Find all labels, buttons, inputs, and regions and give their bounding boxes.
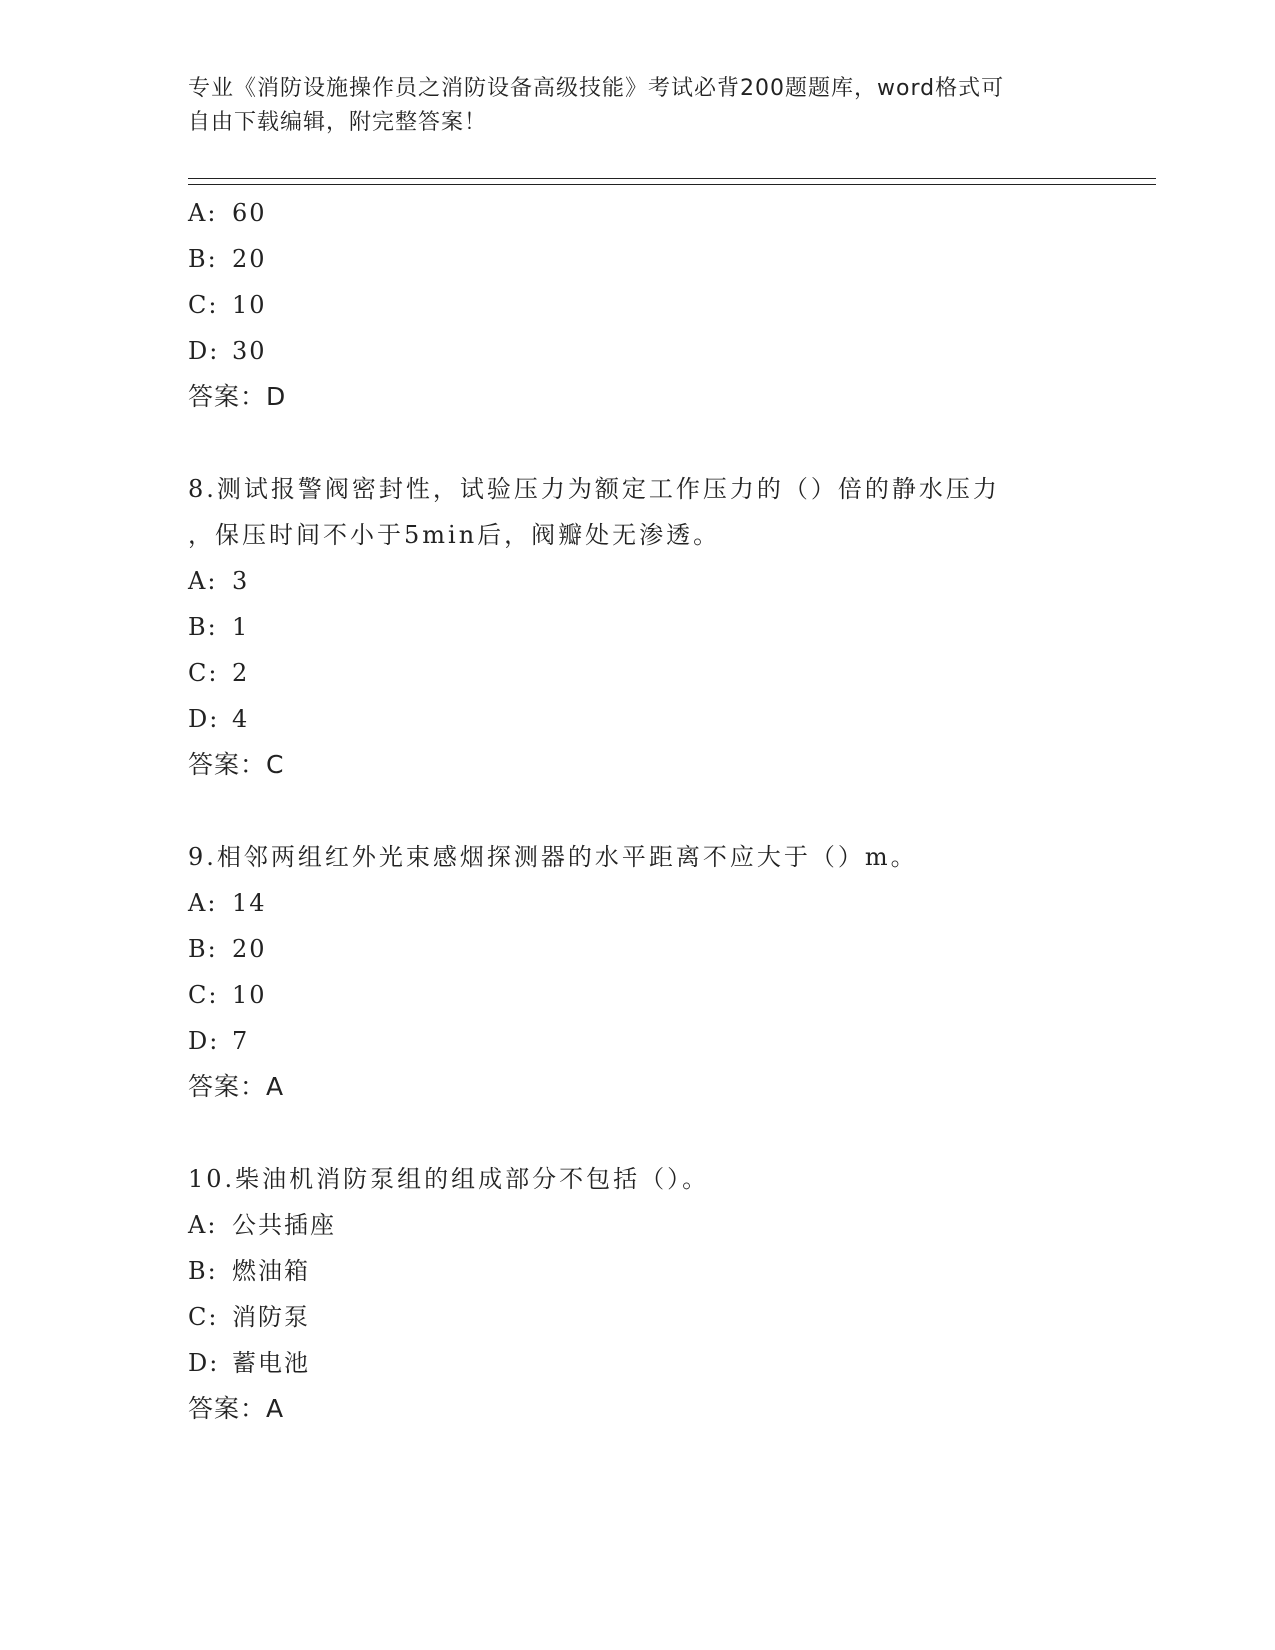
header-divider: [188, 178, 1156, 185]
option-text: 4: [232, 705, 250, 733]
spacer: [188, 420, 1088, 466]
option-letter: C:: [188, 981, 219, 1009]
option-letter: D:: [188, 1027, 220, 1055]
option-text: 3: [232, 567, 250, 595]
option-text: 10: [232, 981, 267, 1009]
answer-line: 答案：A: [188, 1394, 285, 1423]
question-block-10: [188, 1156, 1088, 1432]
option-letter: B:: [188, 613, 218, 641]
option-b: [188, 926, 1088, 972]
option-letter: C:: [188, 659, 219, 687]
option-c: [188, 650, 1088, 696]
option-c: [188, 1294, 1088, 1340]
option-b: [188, 604, 1088, 650]
option-letter: B:: [188, 935, 218, 963]
option-b: [188, 236, 1088, 282]
question-line-1: 10.柴油机消防泵组的组成部分不包括（）。: [188, 1165, 710, 1193]
spacer: [188, 788, 1088, 834]
answer-line: 答案：C: [188, 750, 285, 779]
option-text: 公共插座: [232, 1211, 336, 1239]
header-line-1: 专业《消防设施操作员之消防设备高级技能》考试必背200题题库，word格式可: [188, 76, 1005, 101]
option-a: [188, 558, 1088, 604]
option-d: [188, 696, 1088, 742]
question-line-1: 8.测试报警阀密封性，试验压力为额定工作压力的（）倍的静水压力: [188, 475, 1000, 503]
option-text: 7: [232, 1027, 250, 1055]
option-letter: C:: [188, 1303, 219, 1331]
option-text: 20: [232, 935, 267, 963]
option-text: 消防泵: [232, 1303, 310, 1331]
option-text: 14: [232, 889, 267, 917]
question-text: [188, 1156, 1068, 1202]
question-block-9: [188, 834, 1088, 1110]
answer-line: 答案：D: [188, 382, 287, 411]
header-line-2: 自由下载编辑，附完整答案！: [188, 110, 488, 135]
question-line-1: 9.相邻两组红外光束感烟探测器的水平距离不应大于（）m。: [188, 843, 918, 871]
option-b: [188, 1248, 1088, 1294]
option-text: 30: [232, 337, 267, 365]
question-line-2: ，保压时间不小于5min后，阀瓣处无渗透。: [188, 521, 721, 549]
option-text: 1: [232, 613, 250, 641]
option-c: [188, 972, 1088, 1018]
option-letter: D:: [188, 1349, 220, 1377]
option-d: [188, 1340, 1088, 1386]
option-a: [188, 880, 1088, 926]
option-letter: A:: [188, 199, 218, 227]
question-text: [188, 466, 1068, 558]
option-text: 蓄电池: [232, 1349, 310, 1377]
answer-line: 答案：A: [188, 1072, 285, 1101]
option-a: [188, 1202, 1088, 1248]
spacer: [188, 1110, 1088, 1156]
option-letter: B:: [188, 245, 218, 273]
question-list: [188, 190, 1088, 1432]
option-text: 2: [232, 659, 250, 687]
option-text: 燃油箱: [232, 1257, 310, 1285]
option-letter: B:: [188, 1257, 218, 1285]
question-block-8: [188, 466, 1088, 788]
option-letter: A:: [188, 889, 218, 917]
document-header: [188, 72, 1068, 140]
option-letter: A:: [188, 1211, 218, 1239]
question-text: [188, 834, 1068, 880]
option-a: [188, 190, 1088, 236]
option-text: 60: [232, 199, 267, 227]
option-c: [188, 282, 1088, 328]
option-d: [188, 1018, 1088, 1064]
option-letter: D:: [188, 705, 220, 733]
option-d: [188, 328, 1088, 374]
option-text: 10: [232, 291, 267, 319]
option-letter: C:: [188, 291, 219, 319]
option-letter: D:: [188, 337, 220, 365]
question-block-7: [188, 190, 1088, 420]
option-letter: A:: [188, 567, 218, 595]
option-text: 20: [232, 245, 267, 273]
